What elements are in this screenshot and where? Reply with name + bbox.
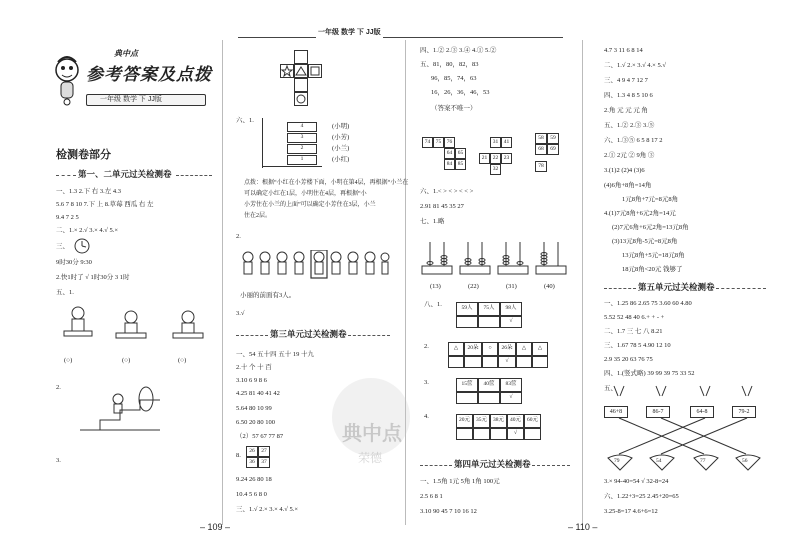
table-cell: 35元: [473, 414, 490, 428]
table-cell: √: [507, 428, 524, 440]
grid-cell: 68: [535, 144, 547, 155]
queue-of-kids-illustration: [240, 250, 390, 282]
answer-line: 2.十 个 十 百: [236, 364, 272, 371]
answer-line: 八、1.: [424, 301, 442, 308]
logo-brand: 典中点: [114, 49, 138, 58]
table-cell: △: [532, 342, 548, 356]
table-cell: △: [516, 342, 532, 356]
unit-rule-left: [56, 175, 76, 176]
grid-cell: 59: [547, 133, 559, 144]
page-number-right: – 110 –: [568, 522, 598, 532]
bunny-card: 46+8: [604, 406, 628, 418]
table-cell: 15筐: [456, 378, 478, 392]
answer-line: 9.24 26 80 18: [236, 476, 272, 483]
unit-rule-right: [348, 335, 390, 336]
divider-1: [222, 40, 223, 525]
answer-line: 8.: [236, 452, 241, 459]
note-line: 住在2层。: [244, 213, 272, 219]
table-cell: 98人: [500, 302, 522, 316]
grid-cell: 65: [455, 148, 466, 159]
answer-line: 1元8角+7元=8元8角: [622, 196, 679, 203]
answer-line: （答案不唯一）: [431, 105, 477, 112]
unit-rule-right: [716, 288, 766, 289]
answer-line: (3)13元8角-5元=8元8角: [612, 238, 678, 245]
answer-line: 18元8角<20元 钱够了: [622, 266, 683, 273]
table-cell: 20朵: [464, 342, 482, 356]
grid-cell: 78: [535, 161, 547, 172]
grid-cell: 64: [444, 148, 455, 159]
answer-line: 16，26，36，46，53: [431, 89, 490, 96]
unit-rule-right: [176, 175, 212, 176]
answer-line: 9.4 7 2 5: [56, 214, 79, 221]
carrot-label: 54: [656, 458, 662, 464]
answer-line: 2.5 6 8 1: [420, 493, 443, 500]
answer-line: 3.10 90 45 7 10 16 12: [420, 508, 477, 515]
answer-line: 小丽的前面有3人。: [240, 292, 296, 299]
answer-line: 5.64 80 10 99: [236, 405, 272, 412]
answer-line: 六、1.22+3=25 2.45+20=65: [604, 493, 679, 500]
page-number-left: – 109 –: [200, 522, 231, 532]
grid-cell: 75: [433, 137, 444, 148]
grid-cell: 76: [444, 137, 455, 148]
answer-line: 13元8角+5元=18元8角: [622, 252, 685, 259]
answer-line: 五、: [604, 385, 617, 392]
answer-line: 一、1.5角 1元 5角 1角 100元: [420, 478, 500, 485]
table-cell: [478, 316, 500, 328]
answer-line: 六、1.< > < > < < >: [420, 188, 474, 195]
mark-answer: (○): [178, 357, 187, 364]
unit-title-3: 第三单元过关检测卷: [270, 329, 347, 339]
header-rule-right: [383, 37, 563, 38]
floor-label: (小明): [332, 123, 350, 130]
grid-cell: 31: [490, 137, 501, 148]
children-at-desks-illustration: [56, 305, 216, 347]
table-cell: [456, 428, 473, 440]
table-cell: ○: [482, 342, 498, 356]
answer-line: 3.× 94-40=54 √ 32-8=24: [604, 478, 669, 485]
note-line: 小芳住在小兰的上面”可以确定小芳住在3层，小兰: [244, 202, 376, 208]
answer-line: 3.25-8=17 4.6+6=12: [604, 508, 658, 515]
answer-line: 3.√: [236, 310, 245, 317]
running-header: 一年级 数学 下 JJ版: [318, 29, 381, 36]
logo-title: 参考答案及点拨: [86, 65, 212, 84]
answer-line: 七、1.略: [420, 218, 445, 225]
grid-cell: 84: [444, 159, 455, 170]
grid-cell: 85: [455, 159, 466, 170]
abacus-label: (40): [544, 283, 555, 290]
mark-answer: (○): [64, 357, 73, 364]
answer-line: 3.(1)2 (2)4 (3)6: [604, 167, 645, 174]
answer-line: 2.: [424, 343, 429, 350]
table-cell: [448, 356, 464, 368]
floor-box: 2: [287, 144, 317, 154]
answer-line: 五、1.② 2.③ 3.⑤: [604, 122, 655, 129]
table-cell: 38元: [490, 414, 507, 428]
grid-cell: 41: [501, 137, 512, 148]
table-cell: [482, 356, 498, 368]
building-pole: [262, 118, 263, 168]
answer-line: 三、: [56, 243, 69, 250]
grid-cell: 69: [547, 144, 559, 155]
answer-line: 2.: [56, 384, 61, 391]
table-cell: △: [448, 342, 464, 356]
answer-line: 2.快1时了 √ 1时30分 3 1时: [56, 274, 130, 281]
table-cell: √: [498, 356, 516, 368]
carrot-label: 79: [614, 458, 620, 464]
bunny-carrot-matching: [604, 384, 774, 474]
table-cell: [478, 392, 500, 404]
answer-line: 10.4 5 6 8 0: [236, 491, 267, 498]
answer-line: 六、1.③⑤ 6 5 8 17 2: [604, 137, 663, 144]
table-cell: √: [500, 316, 522, 328]
table-cell: [456, 316, 478, 328]
answer-line: 五、81，80，82，83: [420, 61, 479, 68]
floor-box: 3: [287, 133, 317, 143]
table-cell: 60元: [524, 414, 541, 428]
table-cell: [532, 356, 548, 368]
bunny-card: 64-8: [690, 406, 714, 418]
answer-line: 4.7 3 11 6 8 14: [604, 47, 643, 54]
table-cell: 40筐: [478, 378, 500, 392]
answer-line: 二、1.√ 2.× 3.√ 4.× 5.√: [604, 62, 666, 69]
table-cell: [456, 392, 478, 404]
answer-line: (4)6角+8角=14角: [604, 182, 652, 189]
answer-line: 96，85，74，63: [431, 75, 477, 82]
table-cell: [524, 428, 541, 440]
floor-box: 4: [287, 122, 317, 132]
answer-line: 三、1.√ 2.× 3.× 4.√ 5.×: [236, 506, 299, 513]
answer-line: 3.10 6 9 8 6: [236, 377, 267, 384]
grid-cell: 23: [501, 153, 512, 164]
logo-block: [52, 48, 212, 114]
answer-line: 6.50 20 80 100: [236, 419, 275, 426]
answer-line: 四、1.② 2.③ 3.④ 4.① 5.②: [420, 47, 497, 54]
table-cell: 59人: [456, 302, 478, 316]
unit-title-1-2: 第一、二单元过关检测卷: [78, 169, 172, 179]
abacus-label: (13): [430, 283, 441, 290]
grid-cell: 58: [535, 133, 547, 144]
abacus-row: [420, 238, 570, 280]
divider-3: [582, 40, 583, 525]
answer-line: 三、1.67 78 5 4.90 12 10: [604, 342, 671, 349]
answer-line: 9时30分 9:30: [56, 259, 92, 266]
carrot-label: 56: [742, 458, 748, 464]
net-face: [294, 50, 308, 64]
square-icon: [309, 65, 321, 77]
unit-title-4: 第四单元过关检测卷: [454, 459, 531, 469]
building-base: [262, 166, 322, 167]
clock-icon: [74, 238, 90, 254]
answer-line: (2)7元6角+6元2角=13元8角: [612, 224, 689, 231]
table-cell: 75人: [478, 302, 500, 316]
answer-line: 三、4 9 4 7 12 7: [604, 77, 648, 84]
note-line: 点拨：根据“小红在小芳楼下面，小明在第4层，再根据“小兰在: [244, 180, 409, 186]
net-face: [294, 78, 308, 92]
answer-line: 一、1.25 86 2.65 75 3.60 60 4.80: [604, 300, 692, 307]
table-cell: 20元: [456, 414, 473, 428]
answer-line: （2）57 67 77 87: [236, 433, 284, 440]
answer-line: 2.角 元 元 元 角: [604, 107, 648, 114]
answer-line: 五、1.: [56, 289, 74, 296]
answer-line: 3.: [56, 457, 61, 464]
bunny-card: 86-7: [646, 406, 670, 418]
floor-label: (小兰): [332, 145, 350, 152]
answer-line: 4.: [424, 413, 429, 420]
answer-line: 2.91 81 45 35 27: [420, 203, 464, 210]
answer-line: 一、54 五十四 五十 19 十九: [236, 351, 314, 358]
answer-line: 四、1.3 4 8 5 10 6: [604, 92, 653, 99]
watermark-brand: 典中点: [342, 423, 402, 445]
answer-line: 2.① 2元 ② 9角 ③: [604, 152, 655, 159]
answer-line: 4.(1)7元8角+6元2角=14元: [604, 210, 676, 217]
bunny-card: 79-2: [732, 406, 756, 418]
table-cell: [464, 356, 482, 368]
unit-rule-left: [420, 465, 452, 466]
logo-subtitle: 一年级 数学 下 JJ版: [100, 96, 162, 103]
answer-line: 六、1.: [236, 117, 254, 124]
answer-line: 3.: [424, 379, 429, 386]
unit-rule-left: [604, 288, 636, 289]
table-cell: [473, 428, 490, 440]
section-title: 检测卷部分: [56, 149, 111, 161]
table-cell: 40元: [507, 414, 524, 428]
grid-cell: 36: [246, 457, 258, 468]
unit-title-5: 第五单元过关检测卷: [638, 282, 715, 292]
watermark-sub: 荣德: [358, 451, 383, 465]
circle-icon: [295, 93, 307, 105]
answer-line: 一、1.3 2.下 右 3.左 4.3: [56, 188, 121, 195]
floor-label: (小芳): [332, 134, 350, 141]
abacus-label: (22): [468, 283, 479, 290]
answer-line: 二、1.× 2.√ 3.× 4.√ 5.×: [56, 227, 119, 234]
stairs-mirror-illustration: [80, 385, 190, 435]
floor-label: (小红): [332, 156, 350, 163]
answer-line: 5.6 7 8 10 7.下 上 8.草莓 西瓜 右 左: [56, 201, 154, 208]
triangle-icon: [295, 65, 307, 77]
answer-line: 4.25 81 40 41 42: [236, 390, 280, 397]
answer-line: 2.9 35 20 63 76 75: [604, 356, 653, 363]
header-rule-left: [238, 37, 316, 38]
table-cell: 83筐: [500, 378, 522, 392]
floor-box: 1: [287, 155, 317, 165]
answer-line: 5.52 52 48 40 6.+ + - +: [604, 314, 665, 321]
divider-2: [405, 40, 406, 525]
grid-cell: 21: [479, 153, 490, 164]
carrot-label: 77: [700, 458, 706, 464]
mark-answer: (○): [122, 357, 131, 364]
unit-rule-right: [532, 465, 570, 466]
star-icon: [281, 65, 293, 77]
table-cell: 26朵: [498, 342, 516, 356]
table-cell: √: [500, 392, 522, 404]
grid-cell: 26: [246, 446, 258, 457]
grid-cell: 74: [422, 137, 433, 148]
unit-rule-left: [236, 335, 268, 336]
answer-line: 二、1.7 三 七 八 8.21: [604, 328, 663, 335]
answer-line: 四、1.(竖式略) 39 99 39 75 33 52: [604, 370, 695, 377]
table-cell: [516, 356, 532, 368]
grid-cell: 22: [490, 153, 501, 164]
answer-line: 2.: [236, 233, 241, 240]
table-cell: [490, 428, 507, 440]
mascot-icon: [52, 52, 82, 106]
grid-cell: 27: [258, 446, 270, 457]
abacus-label: (31): [506, 283, 517, 290]
grid-cell: 37: [258, 457, 270, 468]
note-line: 可以确定小红在1层，小明住在4层，再根据“小: [244, 191, 367, 197]
grid-cell: 32: [490, 164, 501, 175]
